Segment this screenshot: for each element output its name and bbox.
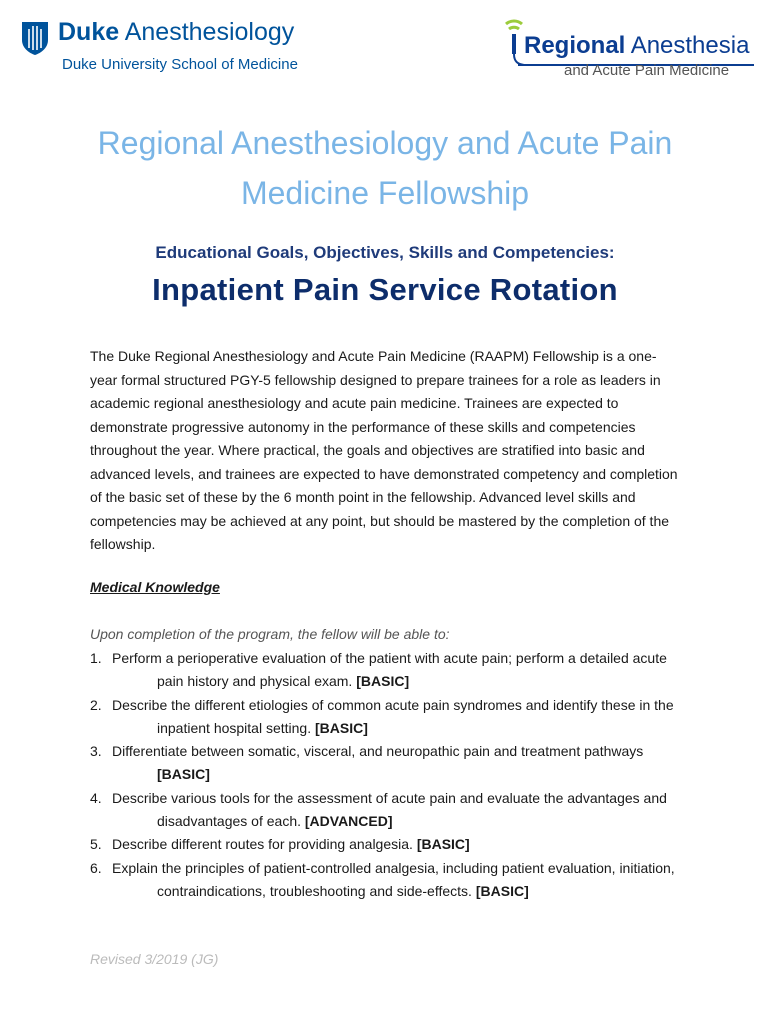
- list-item-number: 1.: [90, 650, 102, 666]
- list-item: [90, 787, 690, 834]
- goals-list: [90, 647, 690, 903]
- document-title: Regional Anesthesiology and Acute Pain Medicine Fellowship: [97, 125, 673, 211]
- list-item: [90, 647, 690, 694]
- duke-logo-subtitle: Duke University School of Medicine: [62, 56, 298, 73]
- level-badge: [BASIC]: [475, 882, 529, 899]
- level-badge: [BASIC]: [356, 673, 410, 690]
- list-item-text: Describe the different etiologies of common acute pain syndromes and identify these in the inpatient hospital setting.: [112, 696, 674, 736]
- duke-chapel-shield-icon: [20, 20, 50, 56]
- level-badge: [BASIC]: [157, 766, 210, 783]
- list-item: [90, 833, 690, 856]
- ra-logo-subtitle: and Acute Pain Medicine: [564, 62, 730, 79]
- level-badge: [BASIC]: [416, 836, 470, 853]
- intro-paragraph: The Duke Regional Anesthesiology and Acute Pain Medicine (RAAPM) Fellowship is a one-year formal structured PGY-5 fellowship designed to prepare trainees for a role as leaders in academic regional anesthesiology and acute pain medicine. Trainees are expected to demonstrate progressive autonomy in the performance of these skills and competencies throughout the year. Where practical, the goals and objectives are stratified into basic and advanced levels, and trainees are expected to have demonstrated competency and completion of the basic set of these by the 6 month point in the fellowship. Advanced level skills and competencies may be achieved at any point, but should be mastered by the completion of the fellowship.: [90, 348, 678, 552]
- revision-footer: Revised 3/2019 (JG): [90, 951, 219, 967]
- list-item: [90, 740, 690, 787]
- duke-logo-name: Duke Anesthesiology: [58, 18, 295, 46]
- list-item: [90, 857, 690, 904]
- level-badge: [BASIC]: [315, 719, 368, 736]
- duke-anesthesiology-logo: [20, 18, 320, 78]
- header-logos: [0, 0, 770, 100]
- list-item-text: Describe various tools for the assessment of acute pain and evaluate the advantages and disadvantages of each.: [112, 789, 667, 830]
- regional-anesthesia-logo: [500, 14, 760, 86]
- document-subtitle: Educational Goals, Objectives, Skills and Competencies:: [155, 243, 615, 262]
- section-lead-in: Upon completion of the program, the fellow will be able to:: [90, 626, 450, 642]
- list-item-number: 4.: [90, 789, 102, 806]
- list-item-number: 6.: [90, 859, 102, 876]
- list-item-text: Differentiate between somatic, visceral, and neuropathic pain and treatment pathways: [112, 743, 644, 760]
- list-item: [90, 694, 690, 741]
- rotation-title: Inpatient Pain Service Rotation: [152, 272, 618, 307]
- list-item-text: Perform a perioperative evaluation of the patient with acute pain; perform a detailed acute pain history and physical exam.: [112, 650, 667, 690]
- list-item-number: 5.: [90, 836, 102, 853]
- ra-logo-name: Regional Anesthesia: [524, 32, 750, 59]
- level-badge: [ADVANCED]: [304, 813, 393, 830]
- list-item-number: 2.: [90, 696, 102, 713]
- list-item-number: 3.: [90, 743, 102, 760]
- section-heading-medical-knowledge: Medical Knowledge: [90, 579, 220, 595]
- list-item-text: Explain the principles of patient-controlled analgesia, including patient evaluation, initiation, contraindications, troubleshooting and side-effects.: [112, 859, 675, 899]
- list-item-text: Describe different routes for providing analgesia.: [112, 836, 413, 853]
